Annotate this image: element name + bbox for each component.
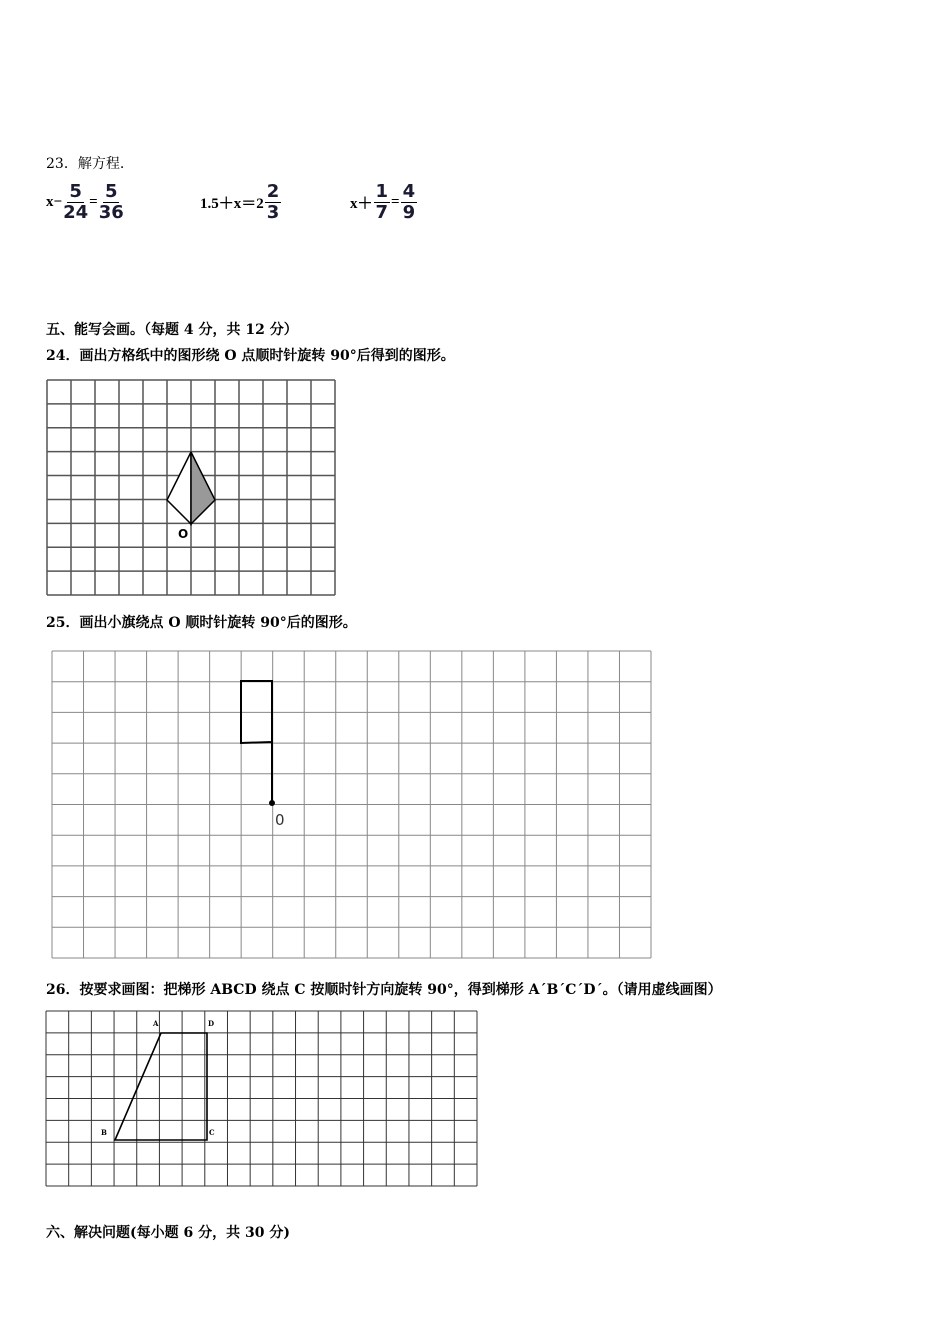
q24-title: 24．画出方格纸中的图形绕 O 点顺时针旋转 90°后得到的图形。 [46, 348, 455, 364]
q25-title: 25．画出小旗绕点 O 顺时针旋转 90°后的图形。 [46, 615, 357, 631]
label-c: C [209, 1128, 215, 1137]
q25-point-o: 0 [275, 811, 285, 829]
label-a: A [153, 1019, 159, 1028]
section-5-heading: 五、能写会画。（每题 4 分，共 12 分） [46, 322, 298, 338]
grid-q25 [52, 651, 651, 958]
point-o [269, 800, 275, 806]
denominator: 7 [375, 202, 389, 223]
q23-title: 23．解方程. [46, 156, 125, 172]
equals: = [391, 194, 400, 210]
eq3-lhs: x＋ [350, 196, 373, 212]
denominator: 9 [402, 202, 416, 223]
denominator: 24 [63, 202, 89, 223]
equals: = [89, 194, 98, 210]
label-d: D [208, 1019, 215, 1028]
numerator: 1 [375, 181, 389, 202]
numerator: 5 [69, 181, 82, 202]
grid-q26 [46, 1011, 477, 1186]
eq2-lhs: 1.5＋x＝2 [200, 196, 264, 212]
kite-left-half [167, 452, 191, 524]
section-6-heading: 六、解决问题(每小题 6 分，共 30 分) [46, 1225, 290, 1241]
q26-title: 26．按要求画图：把梯形 ABCD 绕点 C 按顺时针方向旋转 90°，得到梯形 A´B´C´D´。（请用虚线画图） [46, 982, 722, 998]
q24-point-o: O [178, 527, 189, 541]
numerator: 2 [266, 181, 280, 202]
eq1-lhs: x− [46, 194, 63, 210]
denominator: 3 [266, 202, 280, 223]
trapezoid-abcd [115, 1033, 207, 1140]
flag [241, 681, 272, 803]
numerator: 4 [402, 181, 416, 202]
kite-right-half-shaded [191, 452, 215, 524]
label-b: B [101, 1128, 107, 1137]
denominator: 36 [98, 202, 124, 223]
numerator: 5 [104, 181, 118, 202]
